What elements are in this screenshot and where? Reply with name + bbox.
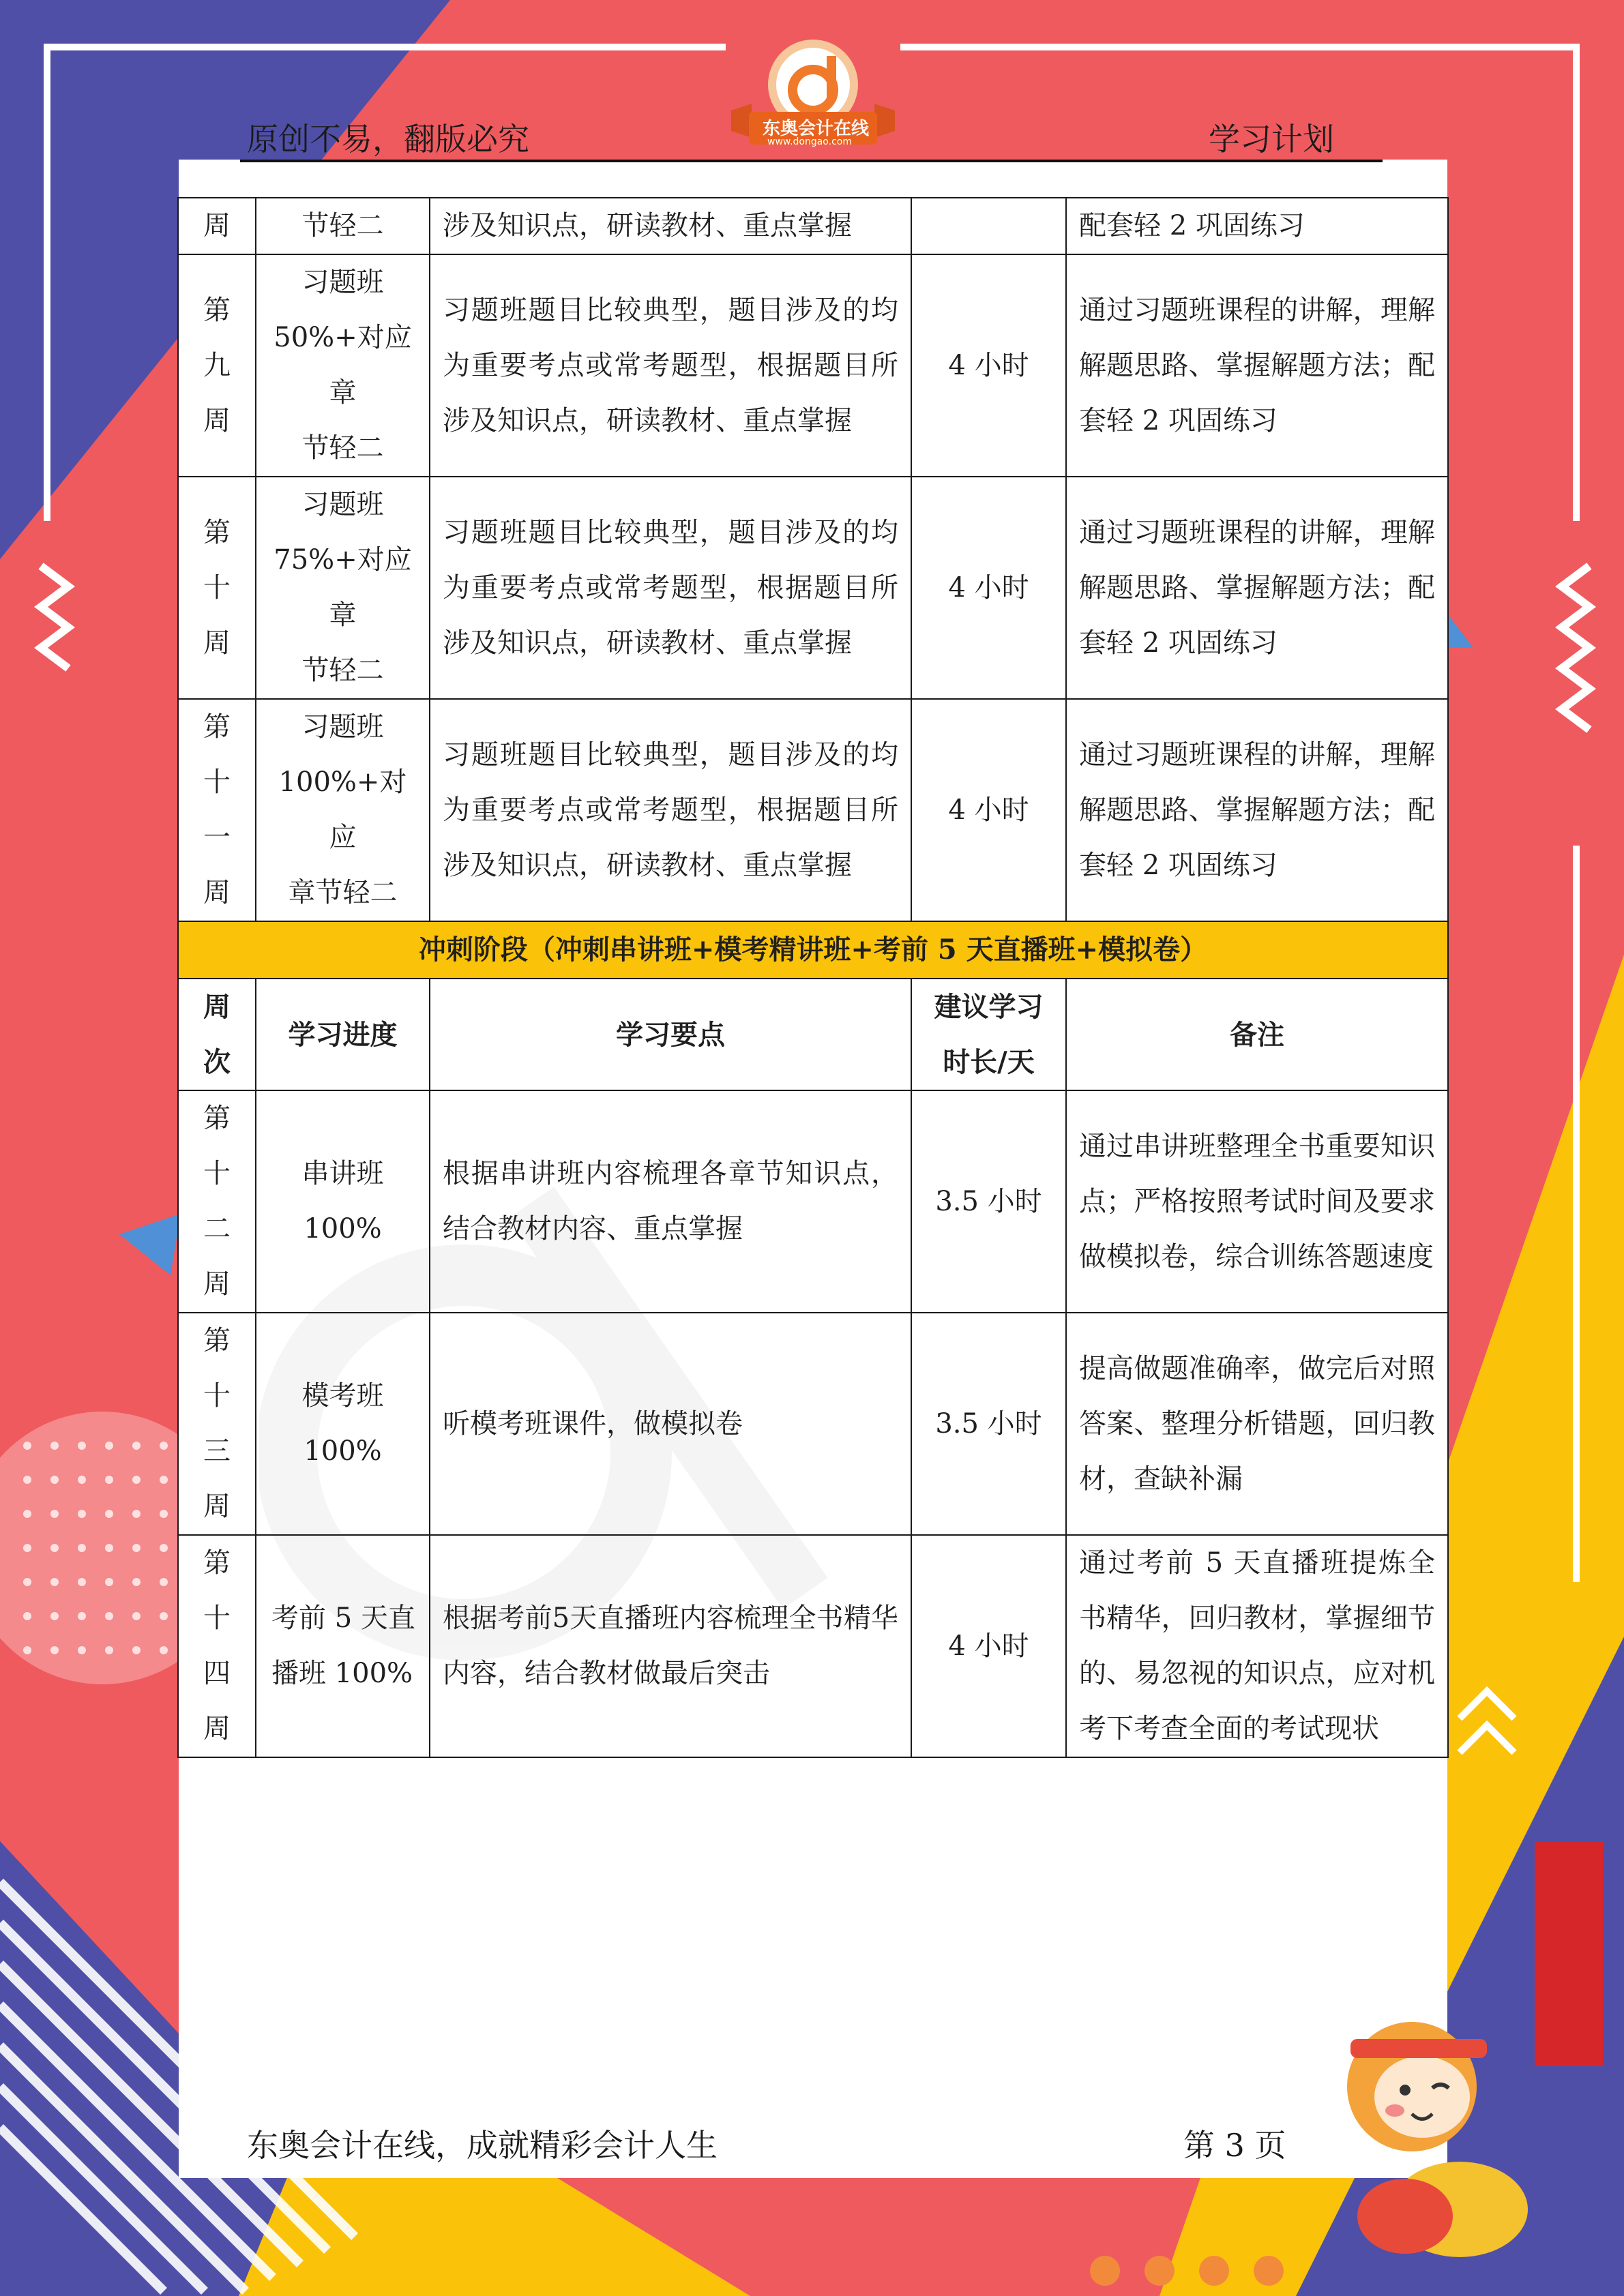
week-cell: 第 十 四 周 [178, 1535, 256, 1757]
hours-cell: 4 小时 [911, 699, 1066, 921]
column-header-week: 周 次 [178, 979, 256, 1090]
week-cell: 第 十 一 周 [178, 699, 256, 921]
note-cell: 通过习题班课程的讲解，理解解题思路、掌握解题方法；配套轻 2 巩固练习 [1066, 477, 1448, 699]
note-cell: 提高做题准确率，做完后对照答案、整理分析错题，回归教材，查缺补漏 [1066, 1313, 1448, 1535]
key-points-cell: 根据串讲班内容梳理各章节知识点，结合教材内容、重点掌握 [430, 1090, 911, 1313]
progress-cell: 串讲班 100% [256, 1090, 430, 1313]
hours-cell: 4 小时 [911, 477, 1066, 699]
column-header-hours: 建议学习 时长/天 [911, 979, 1066, 1090]
column-header-note: 备注 [1066, 979, 1448, 1090]
note-cell: 配套轻 2 巩固练习 [1066, 198, 1448, 254]
note-cell: 通过习题班课程的讲解，理解解题思路、掌握解题方法；配套轻 2 巩固练习 [1066, 699, 1448, 921]
progress-cell: 习题班 100%+对应 章节轻二 [256, 699, 430, 921]
week-cell: 第 十 二 周 [178, 1090, 256, 1313]
note-cell: 通过考前 5 天直播班提炼全书精华，回归教材，掌握细节的、易忽视的知识点，应对机考下考查全面的考试现状 [1066, 1535, 1448, 1757]
red-accent-bar [1535, 1841, 1603, 2066]
frame-line-right-lower [1573, 846, 1580, 1582]
hours-cell [911, 198, 1066, 254]
progress-cell: 模考班 100% [256, 1313, 430, 1535]
progress-cell: 节轻二 [256, 198, 430, 254]
table-row [178, 1090, 1448, 1313]
week-cell: 周 [178, 198, 256, 254]
stage-title: 冲刺阶段（冲刺串讲班+模考精讲班+考前 5 天直播班+模拟卷） [178, 921, 1448, 979]
column-header-row [178, 979, 1448, 1090]
hours-cell: 4 小时 [911, 254, 1066, 477]
progress-cell: 考前 5 天直 播班 100% [256, 1535, 430, 1757]
key-points-cell: 习题班题目比较典型，题目涉及的均为重要考点或常考题型，根据题目所涉及知识点，研读教材、重点掌握 [430, 254, 911, 477]
hours-cell: 3.5 小时 [911, 1090, 1066, 1313]
week-cell: 第 九 周 [178, 254, 256, 477]
key-points-cell: 根据考前5天直播班内容梳理全书精华内容，结合教材做最后突击 [430, 1535, 911, 1757]
frame-line-top [44, 44, 726, 50]
note-cell: 通过习题班课程的讲解，理解解题思路、掌握解题方法；配套轻 2 巩固练习 [1066, 254, 1448, 477]
table-row [178, 1313, 1448, 1535]
study-plan-table [177, 197, 1449, 1758]
frame-line-left [44, 44, 50, 521]
key-points-cell: 涉及知识点，研读教材、重点掌握 [430, 198, 911, 254]
logo-url: www.dongao.com [767, 136, 852, 147]
frame-line-top-right [900, 44, 1580, 50]
header-right-text: 学习计划 [1209, 121, 1334, 158]
hours-cell: 4 小时 [911, 1535, 1066, 1757]
frame-line-right [1573, 44, 1580, 521]
progress-cell: 习题班 75%+对应章 节轻二 [256, 477, 430, 699]
table-row [178, 477, 1448, 699]
table-row [178, 699, 1448, 921]
stage-header-row [178, 921, 1448, 979]
page-number: 第 3 页 [1183, 2127, 1286, 2164]
table-row [178, 254, 1448, 477]
table-row [178, 1535, 1448, 1757]
key-points-cell: 习题班题目比较典型，题目涉及的均为重要考点或常考题型，根据题目所涉及知识点，研读教材、重点掌握 [430, 477, 911, 699]
progress-cell: 习题班 50%+对应章 节轻二 [256, 254, 430, 477]
key-points-cell: 习题班题目比较典型，题目涉及的均为重要考点或常考题型，根据题目所涉及知识点，研读教材、重点掌握 [430, 699, 911, 921]
footer-slogan: 东奥会计在线，成就精彩会计人生 [247, 2127, 718, 2164]
table-row [178, 198, 1448, 254]
week-cell: 第 十 三 周 [178, 1313, 256, 1535]
column-header-key-points: 学习要点 [430, 979, 911, 1090]
column-header-progress: 学习进度 [256, 979, 430, 1090]
key-points-cell: 听模考班课件，做模拟卷 [430, 1313, 911, 1535]
logo-text: 东奥会计在线 [763, 119, 870, 139]
note-cell: 通过串讲班整理全书重要知识点；严格按照考试时间及要求做模拟卷，综合训练答题速度 [1066, 1090, 1448, 1313]
header-left-text: 原创不易，翻版必究 [247, 121, 529, 158]
hours-cell: 3.5 小时 [911, 1313, 1066, 1535]
week-cell: 第 十 周 [178, 477, 256, 699]
mascot-illustration [1330, 2012, 1535, 2257]
